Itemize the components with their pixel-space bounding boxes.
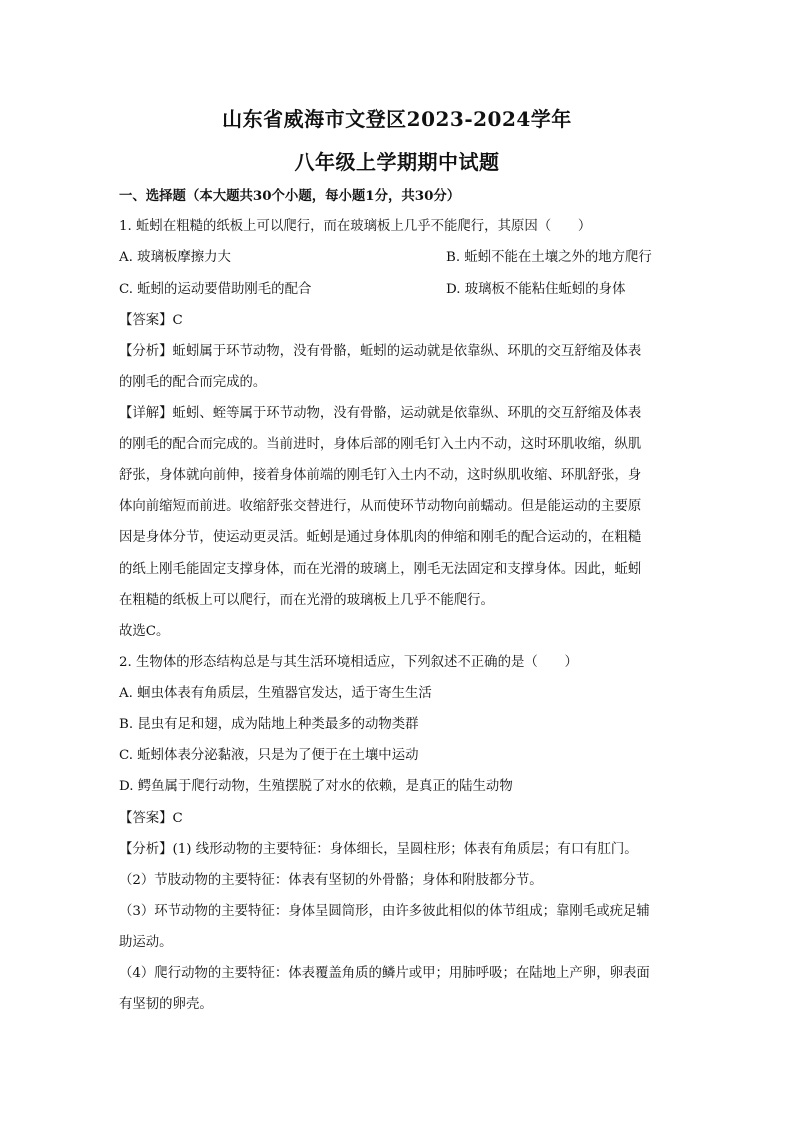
question-1-option-b: B. 蚯蚓不能在土壤之外的地方爬行 (446, 250, 652, 265)
question-1-analysis-line: 的刚毛的配合而完成的。 (119, 375, 267, 390)
question-1-option-d: D. 玻璃板不能粘住蚯蚓的身体 (446, 282, 626, 297)
question-2-option-b: B. 昆虫有足和翅，成为陆地上种类最多的动物类群 (119, 717, 419, 732)
question-1-conclusion: 故选C。 (119, 624, 170, 639)
document-subtitle: 八年级上学期期中试题 (294, 150, 500, 174)
question-2-analysis-line: 有坚韧的卵壳。 (119, 997, 213, 1012)
question-2-analysis-line: （2）节肢动物的主要特征：体表有坚韧的外骨骼；身体和附肢都分节。 (119, 873, 543, 888)
document-title: 山东省威海市文登区2023-2024学年 (222, 107, 572, 131)
section-header: 一、选择题（本大题共30个小题，每小题1分，共30分） (119, 188, 461, 204)
question-2-analysis-line: （4）爬行动物的主要特征：体表覆盖角质的鳞片或甲；用肺呼吸；在陆地上产卵，卵表面 (119, 966, 650, 981)
question-1-detail-line: 【详解】蚯蚓、蛭等属于环节动物，没有骨骼，运动就是依靠纵、环肌的交互舒缩及体表 (119, 406, 642, 421)
question-1-detail-line: 因是身体分节，使运动更灵活。蚯蚓是通过身体肌肉的伸缩和刚毛的配合运动的，在粗糙 (119, 530, 642, 545)
question-1-analysis-line: 【分析】蚯蚓属于环节动物，没有骨骼，蚯蚓的运动就是依靠纵、环肌的交互舒缩及体表 (119, 344, 642, 359)
question-1-option-c: C. 蚯蚓的运动要借助刚毛的配合 (119, 282, 312, 297)
question-1-detail-line: 体向前缩短而前进。收缩舒张交替进行，从而使环节动物向前蠕动。但是能运动的主要原 (119, 499, 642, 514)
question-2-stem: 2. 生物体的形态结构总是与其生活环境相适应，下列叙述不正确的是（ ） (119, 655, 578, 670)
question-2-analysis-line: （3）环节动物的主要特征：身体呈圆筒形，由许多彼此相似的体节组成；靠刚毛或疣足辅 (119, 904, 650, 919)
question-2-option-c: C. 蚯蚓体表分泌黏液，只是为了便于在土壤中运动 (119, 748, 419, 763)
question-2-analysis-line: 助运动。 (119, 935, 173, 950)
question-2-option-a: A. 蛔虫体表有角质层，生殖器官发达，适于寄生生活 (119, 686, 432, 701)
question-2-answer: 【答案】C (119, 811, 183, 826)
question-1-option-a: A. 玻璃板摩擦力大 (119, 250, 231, 265)
question-1-detail-line: 在粗糙的纸板上可以爬行，而在光滑的玻璃板上几乎不能爬行。 (119, 593, 494, 608)
question-2-analysis-line: 【分析】(1) 线形动物的主要特征：身体细长，呈圆柱形；体表有角质层；有口有肛门。 (119, 842, 638, 857)
question-1-detail-line: 的纸上刚毛能固定支撑身体，而在光滑的玻璃上，刚毛无法固定和支撑身体。因此，蚯蚓 (119, 562, 642, 577)
question-1-detail-line: 的刚毛的配合而完成的。当前进时，身体后部的刚毛钉入土内不动，这时环肌收缩，纵肌 (119, 437, 642, 452)
question-1-stem: 1. 蚯蚓在粗糙的纸板上可以爬行，而在玻璃板上几乎不能爬行，其原因（ ） (119, 219, 592, 234)
question-1-detail-line: 舒张，身体就向前伸，接着身体前端的刚毛钉入土内不动，这时纵肌收缩、环肌舒张，身 (119, 468, 642, 483)
question-2-option-d: D. 鳄鱼属于爬行动物，生殖摆脱了对水的依赖，是真正的陆生动物 (119, 779, 513, 794)
question-1-answer: 【答案】C (119, 313, 183, 328)
